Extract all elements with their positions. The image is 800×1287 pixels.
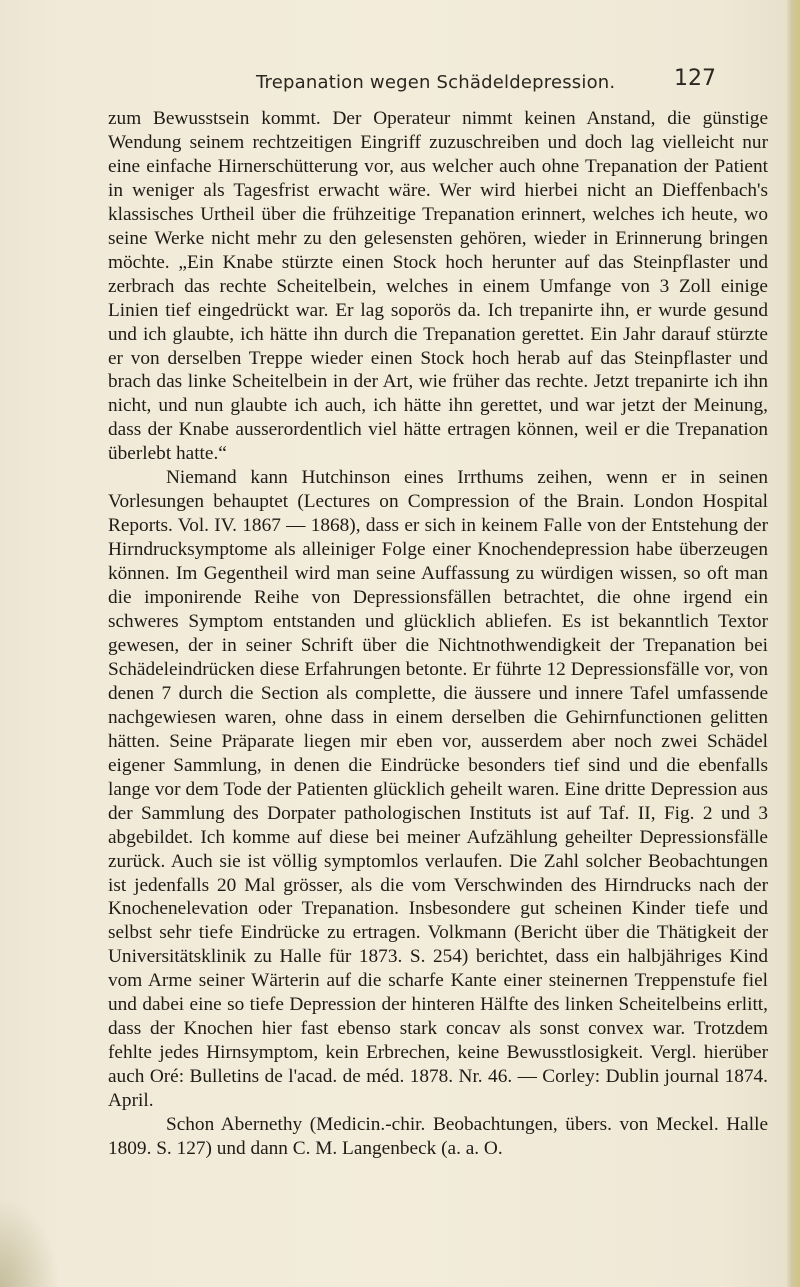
paragraph-2: Niemand kann Hutchinson eines Irrthums zeihen, wenn er in seinen Vorlesungen behauptet (Lectures on Compression of the Brain. London Hospital Reports. Vol. IV. 1867 — 1868), dass er sich in keinem Falle von der Entstehung der Hirndrucksymptome als alleiniger Folge einer Knochendepression habe überzeugen können. Im Gegentheil wird man seine Auffassung zu würdigen wissen, so oft man die imponirende Reihe von Depressionsfällen betrachtet, die ohne irgend ein schweres Symptom entstanden und glücklich abliefen. Es ist bekanntlich Textor gewesen, der in seiner Schrift über die Nichtnothwendigkeit der Trepanation bei Schädeleindrücken diese Erfahrungen betonte. Er führte 12 Depressionsfälle vor, von denen 7 durch die Section als complette, die äussere und innere Tafel umfassende nachgewiesen waren, ohne dass in einem derselben die Gehirnfunctionen gelitten hätten. Seine Präparate liegen mir eben vor, ausserdem aber noch zwei Schädel eigener Sammlung, in denen die Eindrücke besonders tief sind und die ebenfalls lange vor dem Tode der Patienten glücklich geheilt waren. Eine dritte Depression aus der Sammlung des Dorpater pathologischen Instituts ist auf Taf. II, Fig. 2 und 3 abgebildet. Ich komme auf diese bei meiner Aufzählung geheilter Depressionsfälle zurück. Auch sie ist völlig symptomlos verlaufen. Die Zahl solcher Beobachtungen ist jedenfalls 20 Mal grösser, als die vom Verschwinden des Hirndrucks nach der Knochenelevation oder Trepanation. Insbesondere gut scheinen Kinder tiefe und selbst sehr tiefe Eindrücke zu ertragen. Volkmann (Bericht über die Thätigkeit der Universitätsklinik zu Halle für 1873. S. 254) berichtet, dass ein halbjähriges Kind vom Arme seiner Wärterin auf die scharfe Kante einer steinernen Treppenstufe fiel und dabei eine so tiefe Depression der hinteren Hälfte des linken Scheitelbeins erlitt, dass der Knochen hier fast ebenso stark concav als sonst convex war. Trotzdem fehlte jedes Hirnsymptom, kein Erbrechen, keine Bewusstlosigkeit. Vergl. hierüber auch Oré: Bulletins de l'acad. de méd. 1878. Nr. 46. — Corley: Dublin journal 1874. April. bbox=[108, 467, 768, 1112]
page-header bbox=[110, 66, 730, 102]
page-number: 127 bbox=[674, 66, 716, 91]
running-title: Trepanation wegen Schädeldepression. bbox=[256, 72, 616, 93]
body-text bbox=[108, 107, 768, 1161]
paragraph-3: Schon Abernethy (Medicin.-chir. Beobachtungen, übers. von Meckel. Halle 1809. S. 127) und dann C. M. Langenbeck (a. a. O. bbox=[108, 1114, 768, 1159]
paragraph-1: zum Bewusstsein kommt. Der Operateur nimmt keinen Anstand, die günstige Wendung seinem rechtzeitigen Eingriff zuzuschreiben und doch lag vielleicht nur eine einfache Hirnerschütterung vor, aus welcher auch ohne Trepanation der Patient in weniger als Tagesfrist erwacht wäre. Wer wird hierbei nicht an Dieffenbach's klassisches Urtheil über die frühzeitige Trepanation erinnert, welches ich heute, wo seine Werke nicht mehr zu den gelesensten gehören, wieder in Erinnerung bringen möchte. „Ein Knabe stürzte einen Stock hoch herunter auf das Steinpflaster und zerbrach das rechte Scheitelbein, welches in einem Umfange von 3 Zoll einige Linien tief eingedrückt war. Er lag soporös da. Ich trepanirte ihn, er wurde gesund und ich glaubte, ich hätte ihn durch die Trepanation gerettet. Ein Jahr darauf stürzte er von derselben Treppe wieder einen Stock hoch herab auf das Steinpflaster und brach das linke Scheitelbein in der Art, wie früher das rechte. Jetzt trepanirte ich ihn nicht, und nun glaubte ich auch, ich hätte ihn gerettet, und war jetzt der Meinung, dass der Knabe ausserordentlich viel hätte ertragen können, weil er die Trepanation überlebt hatte.“ bbox=[108, 108, 768, 465]
page-edge-shadow bbox=[786, 0, 800, 1287]
page-corner-stain bbox=[0, 1197, 60, 1287]
